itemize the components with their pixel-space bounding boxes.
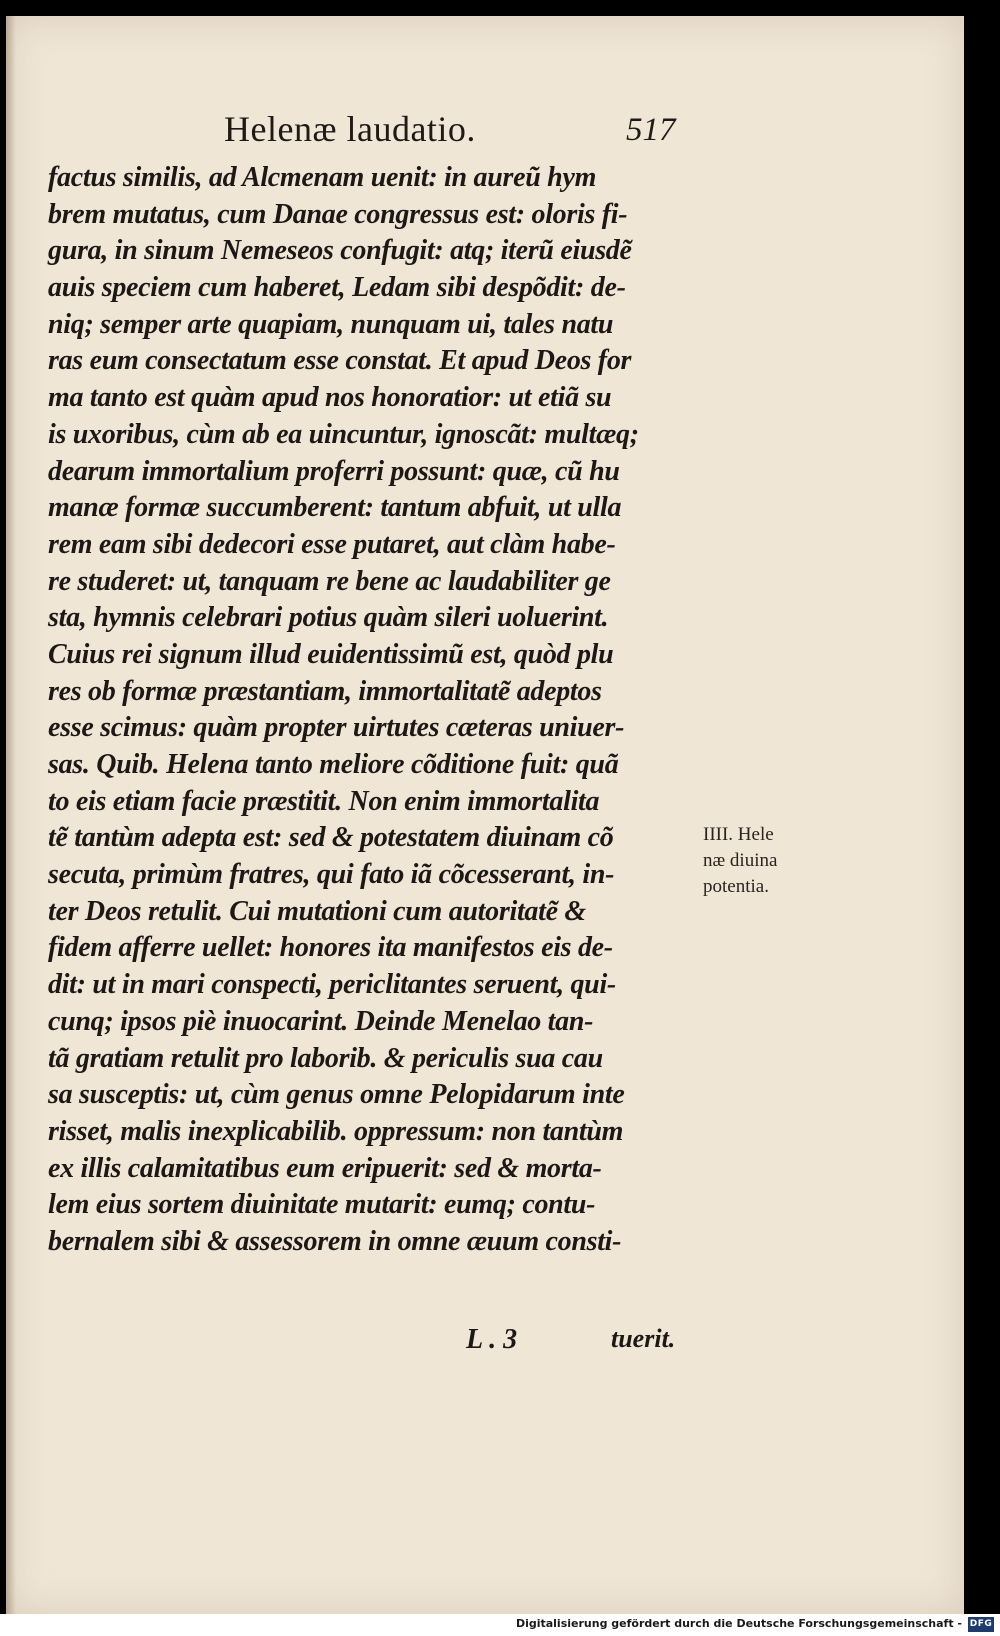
text-line: brem mutatus, cum Danae congressus est: oloris fi- bbox=[48, 198, 628, 230]
marginal-note-line: potentia. bbox=[703, 876, 769, 897]
text-line: dit: ut in mari conspecti, periclitantes seruent, qui- bbox=[48, 969, 616, 1001]
text-line: lem eius sortem diuinitate mutarit: eumq; contu- bbox=[48, 1189, 596, 1221]
catchword: tuerit. bbox=[611, 1324, 676, 1353]
text-line: bernalem sibi & assessorem in omne æuum consti- bbox=[48, 1225, 622, 1257]
text-line: sas. Quib. Helena tanto meliore cõditione fuit: quã bbox=[48, 749, 619, 780]
text-line: esse scimus: quàm propter uirtutes cæteras uniuer- bbox=[48, 712, 625, 744]
text-line: ras eum consectatum esse constat. Et apud Deos for bbox=[48, 345, 632, 377]
text-line: factus similis, ad Alcmenam uenit: in aureũ hym bbox=[48, 162, 597, 193]
text-line: is uxoribus, cùm ab ea uincuntur, ignoscãt: multæq; bbox=[48, 418, 639, 450]
body-text bbox=[48, 160, 698, 1261]
marginal-note-line: næ diuina bbox=[703, 850, 778, 871]
text-line: niq; semper arte quapiam, nunquam ui, tales natu bbox=[48, 308, 614, 340]
text-line: gura, in sinum Nemeseos confugit: atq; iterũ eiusdẽ bbox=[48, 235, 632, 267]
text-line: sa susceptis: ut, cùm genus omne Pelopidarum inte bbox=[48, 1079, 625, 1111]
text-line: rem eam sibi dedecori esse putaret, aut clàm habe- bbox=[48, 528, 616, 560]
funding-note: Digitalisierung gefördert durch die Deutsche Forschungsgemeinschaft - bbox=[515, 1617, 962, 1630]
text-line: sta, hymnis celebrari potius quàm sileri uoluerint. bbox=[48, 602, 609, 634]
text-line: to eis etiam facie præstitit. Non enim immortalita bbox=[48, 785, 600, 817]
digitization-footer bbox=[0, 1614, 1000, 1636]
text-line: re studeret: ut, tanquam re bene ac laudabiliter ge bbox=[48, 565, 611, 597]
text-line: cunq; ipsos piè inuocarint. Deinde Menelao tan- bbox=[48, 1005, 594, 1037]
text-line: manæ formæ succumberent: tantum abfuit, ut ulla bbox=[48, 492, 622, 524]
book-page bbox=[6, 16, 964, 1614]
text-line: risset, malis inexplicabilib. oppressum: non tantùm bbox=[48, 1115, 624, 1147]
signature-mark: L . 3 bbox=[466, 1324, 518, 1355]
text-line: dearum immortalium proferri possunt: quæ, cũ hu bbox=[48, 455, 620, 487]
running-title: Helenæ laudatio. bbox=[224, 109, 476, 149]
text-line: ter Deos retulit. Cui mutationi cum autoritatẽ & bbox=[48, 895, 586, 927]
text-line: ex illis calamitatibus eum eripuerit: sed & morta- bbox=[48, 1152, 602, 1184]
text-line: fidem afferre uellet: honores ita manifestos eis de- bbox=[48, 932, 613, 964]
page-number: 517 bbox=[626, 112, 676, 148]
page-header bbox=[6, 108, 964, 160]
text-line: tẽ tantùm adepta est: sed & potestatem diuinam cõ bbox=[48, 822, 614, 854]
marginal-note-line: IIII. Hele bbox=[703, 824, 774, 845]
text-line: auis speciem cum haberet, Ledam sibi despõdit: de- bbox=[48, 272, 626, 304]
dfg-logo: DFG bbox=[968, 1617, 994, 1632]
text-line: Cuius rei signum illud euidentissimũ est, quòd plu bbox=[48, 638, 614, 670]
marginal-note bbox=[703, 822, 813, 900]
text-line: secuta, primùm fratres, qui fato iã cõcesserant, in- bbox=[48, 859, 615, 891]
text-line: res ob formæ præstantiam, immortalitatẽ adeptos bbox=[48, 675, 602, 707]
text-line: ma tanto est quàm apud nos honoratior: ut etiã su bbox=[48, 382, 612, 414]
page-edge-shadow bbox=[6, 16, 16, 1614]
text-line: tã gratiam retulit pro laborib. & periculis sua cau bbox=[48, 1042, 603, 1074]
